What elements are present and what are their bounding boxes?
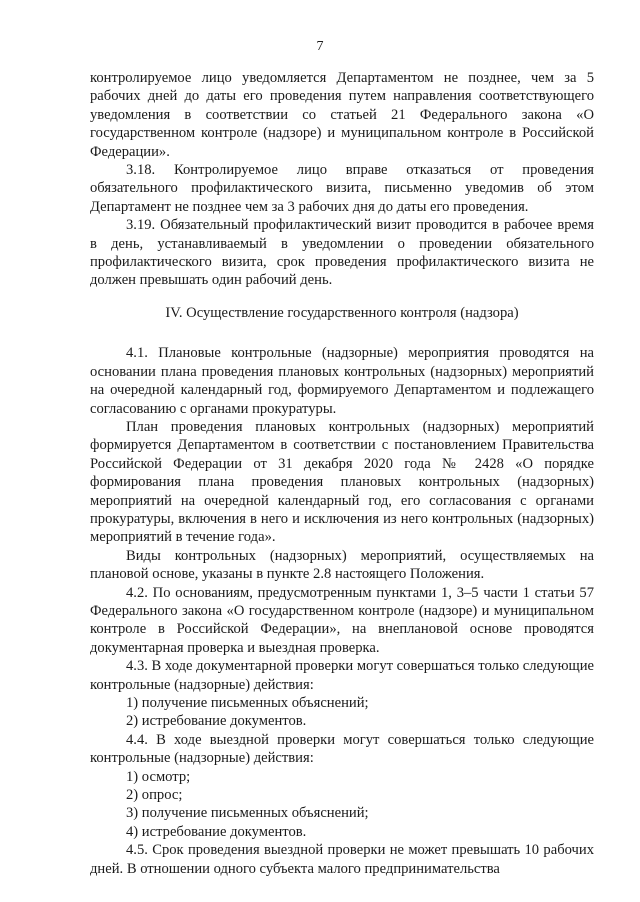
- paragraph-4-1: 4.1. Плановые контрольные (надзорные) мероприятия проводятся на основании плана проведения плановых контрольных (надзорных) мероприятий на очередной календарный год, формируемого Департаментом и подлежащего согласованию с органами прокуратуры.: [90, 345, 594, 417]
- list-item: 2) опрос;: [126, 787, 183, 804]
- paragraph-4-3: 4.3. В ходе документарной проверки могут совершаться только следующие контрольные (надзорные) действия:: [90, 658, 594, 693]
- list-item: 3) получение письменных объяснений;: [126, 805, 369, 822]
- paragraph-4-5: 4.5. Срок проведения выездной проверки не может превышать 10 рабочих дней. В отношении одного субъекта малого предпринимательства: [90, 842, 594, 877]
- document-body: [90, 69, 594, 878]
- list-item: 1) получение письменных объяснений;: [126, 695, 369, 711]
- section-heading: IV. Осуществление государственного контроля (надзора): [165, 304, 519, 321]
- paragraph-types: Виды контрольных (надзорных) мероприятий, осуществляемых на плановой основе, указаны в пункте 2.8 настоящего Положения.: [90, 547, 594, 583]
- list-item: 2) истребование документов.: [126, 713, 307, 730]
- page-number: 7: [316, 39, 324, 54]
- paragraph-4-2: 4.2. По основаниям, предусмотренным пунктами 1, 3–5 части 1 статьи 57 Федерального закона «О государственном контроле (надзоре) и муниципальном контроле в Российской Федерации», на внеплановой основе проводятся документарная проверка и выездная проверка.: [90, 584, 594, 656]
- paragraph-3-19: 3.19. Обязательный профилактический визит проводится в рабочее время в день, устанавливаемый в уведомлении о проведении обязательного профилактического визита, срок проведения профилактического визита не должен превышать один рабочий день.: [90, 217, 594, 289]
- paragraph-4-4: 4.4. В ходе выездной проверки могут совершаться только следующие контрольные (надзорные) действия:: [90, 731, 594, 767]
- paragraph-3-18: 3.18. Контролируемое лицо вправе отказаться от проведения обязательного профилактического визита, письменно уведомив об этом Департамент не позднее чем за 3 рабочих дня до даты его проведения.: [90, 162, 594, 215]
- paragraph-plan: План проведения плановых контрольных (надзорных) мероприятий формируется Департаментом в соответствии с постановлением Правительства Российской Федерации от 31 декабря 2020 года № 2428 «О порядке формирования плана проведения плановых контрольных (надзорных) мероприятий на очередной календарный год, его согласования с органами прокуратуры, включения в него и исключения из него контрольных (надзорных) мероприятий в течение года».: [90, 418, 594, 546]
- list-item: 1) осмотр;: [126, 768, 191, 785]
- paragraph: контролируемое лицо уведомляется Департаментом не позднее, чем за 5 рабочих дней до даты его проведения путем направления соответствующего уведомления в соответствии со статьей 21 Федерального закона «О государственном контроле (надзоре) и муниципальном контроле в Российской Федерации».: [90, 70, 594, 160]
- list-item: 4) истребование документов.: [126, 823, 307, 840]
